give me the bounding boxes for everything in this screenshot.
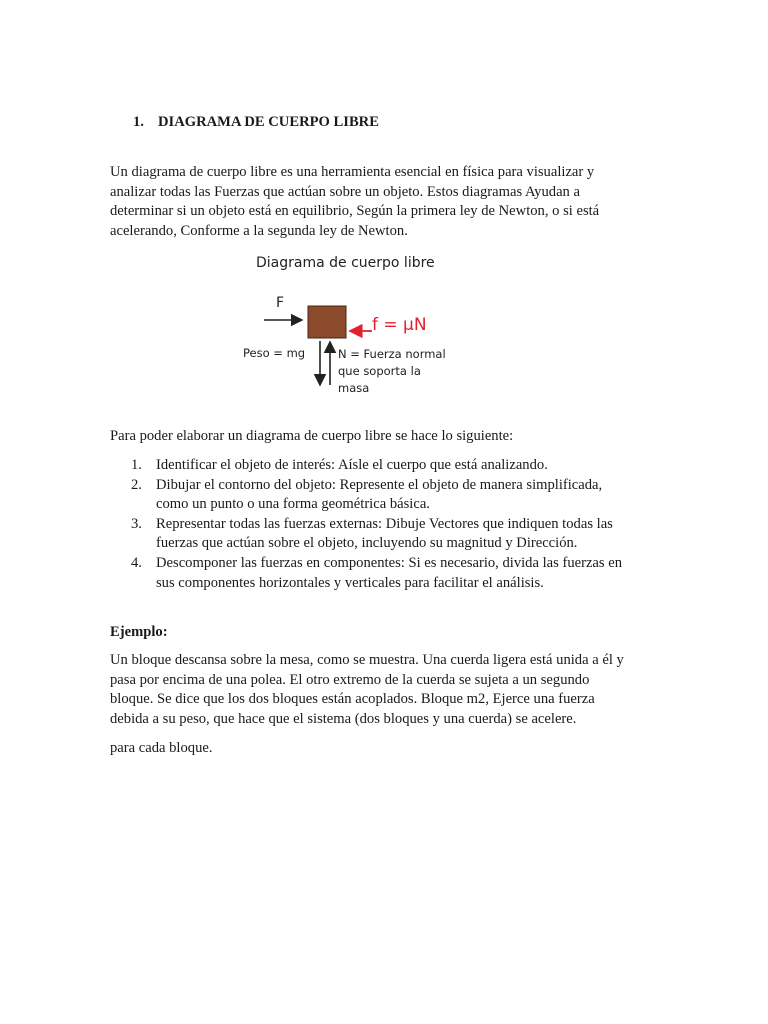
list-item-number: 1. bbox=[131, 457, 142, 473]
list-item-line: como un punto o una forma geométrica básica. bbox=[156, 496, 430, 513]
friction-label: f = μN bbox=[372, 315, 427, 335]
section-number: 1. bbox=[133, 114, 144, 130]
example-line: bloque. Se dice que los dos bloques están acoplados. Bloque m2, Ejerce una fuerza bbox=[110, 691, 595, 708]
example-line: pasa por encima de una polea. El otro extremo de la cuerda se sujeta a un segundo bbox=[110, 671, 590, 688]
example-line: Un bloque descansa sobre la mesa, como se muestra. Una cuerda ligera está unida a él y bbox=[110, 652, 624, 668]
intro-line: determinar si un objeto está en equilibrio, Según la primera ley de Newton, o si está bbox=[110, 203, 600, 220]
list-item-line: sus componentes horizontales y verticales para facilitar el análisis. bbox=[156, 574, 544, 591]
figure-title: Diagrama de cuerpo libre bbox=[256, 255, 435, 271]
weight-label: Peso = mg bbox=[243, 346, 306, 360]
list-item-line: fuerzas que actúan sobre el objeto, incluyendo su magnitud y Dirección. bbox=[156, 535, 578, 552]
normal-force-label-line: que soporta la bbox=[338, 364, 421, 378]
intro-line: analizar todas las Fuerzas que actúan sobre un objeto. Estos diagramas Ayudan a bbox=[110, 183, 580, 200]
intro-line: Un diagrama de cuerpo libre es una herramienta esencial en física para visualizar y bbox=[110, 164, 595, 180]
section-title: DIAGRAMA DE CUERPO LIBRE bbox=[158, 114, 379, 130]
applied-force-label: F bbox=[276, 295, 285, 311]
list-item bbox=[110, 515, 670, 554]
normal-force-label-line: N = Fuerza normal bbox=[338, 347, 446, 361]
block-box bbox=[308, 306, 346, 338]
list-item-line: Descomponer las fuerzas en componentes: Si es necesario, divida las fuerzas en bbox=[156, 554, 623, 571]
list-item bbox=[110, 476, 670, 515]
example-title: Ejemplo: bbox=[110, 624, 168, 640]
example-closing: para cada bloque. bbox=[110, 740, 213, 756]
list-item-line: Dibujar el contorno del objeto: Represente el objeto de manera simplificada, bbox=[156, 476, 603, 493]
normal-force-label bbox=[338, 346, 446, 397]
list-item bbox=[110, 456, 670, 476]
example-paragraph bbox=[110, 651, 670, 729]
list-item-number: 3. bbox=[131, 515, 142, 532]
free-body-diagram-figure bbox=[236, 250, 466, 400]
intro-paragraph bbox=[110, 163, 670, 241]
list-item-line: Identificar el objeto de interés: Aísle el cuerpo que está analizando. bbox=[156, 457, 548, 473]
example-line: debida a su peso, que hace que el sistema (dos bloques y una cuerda) se acelere. bbox=[110, 710, 577, 727]
steps-intro: Para poder elaborar un diagrama de cuerpo libre se hace lo siguiente: bbox=[110, 428, 514, 444]
list-item-line: Representar todas las fuerzas externas: Dibuje Vectores que indiquen todas las bbox=[156, 515, 613, 532]
list-item bbox=[110, 554, 670, 593]
list-item-number: 4. bbox=[131, 554, 142, 571]
section-heading bbox=[133, 113, 379, 133]
normal-force-label-line: masa bbox=[338, 381, 370, 395]
list-item-number: 2. bbox=[131, 476, 142, 493]
intro-line: acelerando, Conforme a la segunda ley de Newton. bbox=[110, 222, 408, 239]
steps-list bbox=[110, 456, 670, 593]
